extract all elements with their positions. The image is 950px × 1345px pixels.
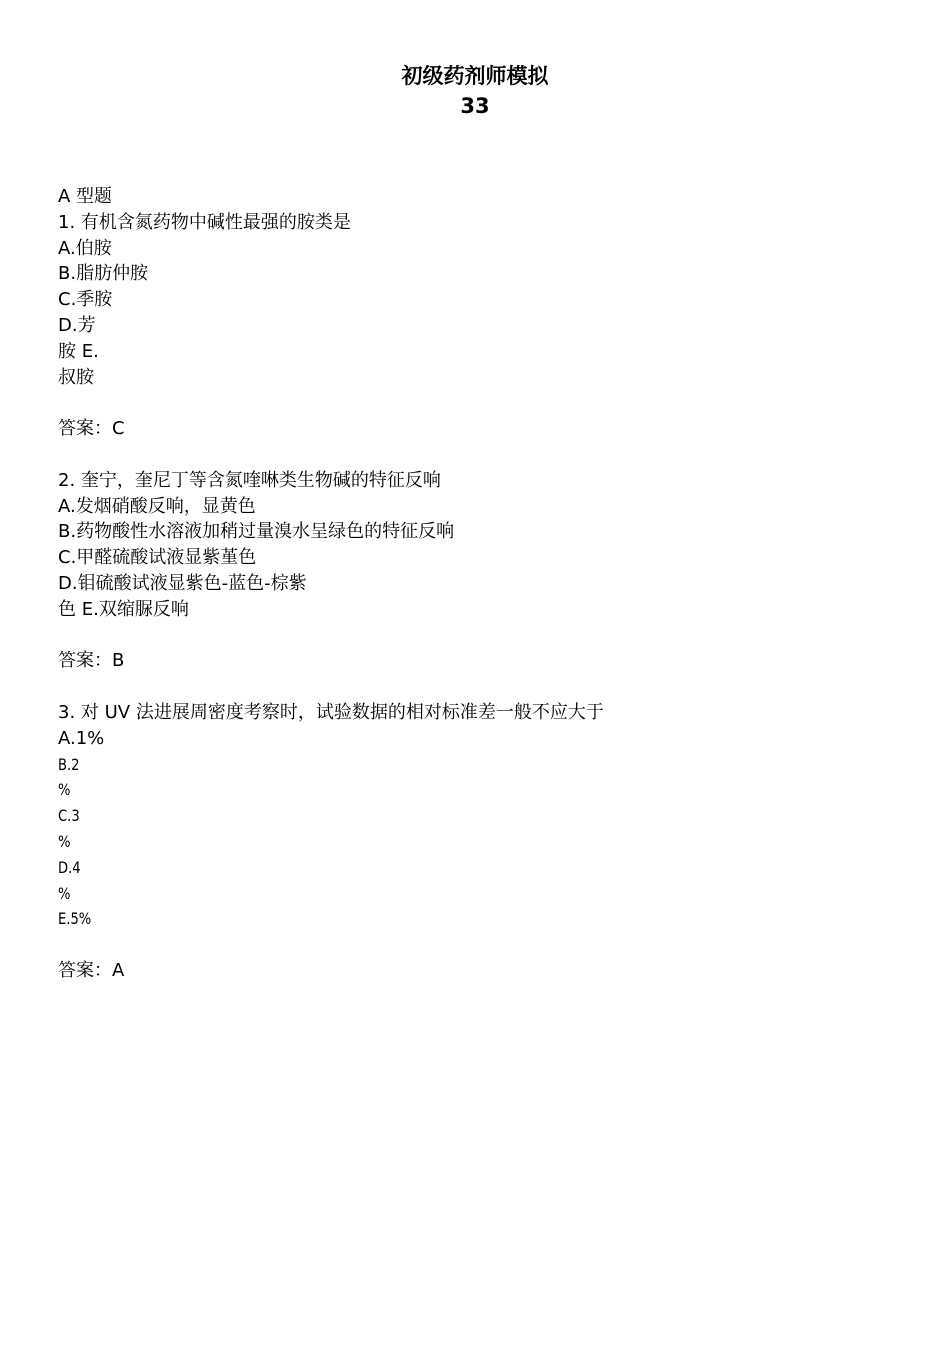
answer-line: 答案：A bbox=[58, 959, 125, 981]
option-line: D.芳 bbox=[58, 314, 96, 336]
option-line: D.钼硫酸试液显紫色-蓝色-棕紫 bbox=[58, 572, 307, 594]
document-title-number: 33 bbox=[460, 94, 490, 118]
spacer bbox=[58, 674, 898, 700]
answer-line: 答案：C bbox=[58, 418, 125, 440]
spacer bbox=[58, 623, 898, 649]
question-2 bbox=[58, 468, 898, 700]
section-heading: A 型题 bbox=[58, 186, 113, 207]
question-stem: 3. 对 UV 法进展周密度考察时，试验数据的相对标准差一般不应大于 bbox=[58, 701, 604, 723]
option-line: B.药物酸性水溶液加稍过量溴水呈绿色的特征反响 bbox=[58, 521, 455, 543]
spacer bbox=[58, 932, 898, 958]
option-line: A.1% bbox=[58, 727, 105, 749]
option-line: 色 E.双缩脲反响 bbox=[58, 598, 189, 620]
option-line: B.2 bbox=[58, 754, 80, 774]
option-line: E.5% bbox=[58, 909, 92, 929]
option-line: % bbox=[58, 831, 71, 851]
option-line: % bbox=[58, 780, 71, 800]
option-line: C.3 bbox=[58, 806, 80, 826]
spacer bbox=[58, 442, 898, 468]
option-line: B.脂肪仲胺 bbox=[58, 263, 149, 285]
option-line: 叔胺 bbox=[58, 366, 94, 388]
question-stem: 2. 奎宁，奎尼丁等含氮喹啉类生物碱的特征反响 bbox=[58, 469, 441, 491]
option-line: D.4 bbox=[58, 857, 81, 877]
option-line: % bbox=[58, 883, 71, 903]
question-1 bbox=[58, 210, 898, 468]
option-line: A.发烟硝酸反响，显黄色 bbox=[58, 495, 256, 517]
option-line: A.伯胺 bbox=[58, 237, 112, 259]
option-line: 胺 E. bbox=[58, 340, 99, 362]
option-line: C.季胺 bbox=[58, 289, 113, 311]
document-title: 初级药剂师模拟 bbox=[401, 64, 549, 88]
answer-line: 答案：B bbox=[58, 650, 125, 672]
question-3 bbox=[58, 700, 898, 984]
spacer bbox=[58, 390, 898, 416]
option-line: C.甲醛硫酸试液显紫堇色 bbox=[58, 547, 257, 569]
document-content bbox=[58, 184, 898, 984]
question-stem: 1. 有机含氮药物中碱性最强的胺类是 bbox=[58, 211, 351, 233]
